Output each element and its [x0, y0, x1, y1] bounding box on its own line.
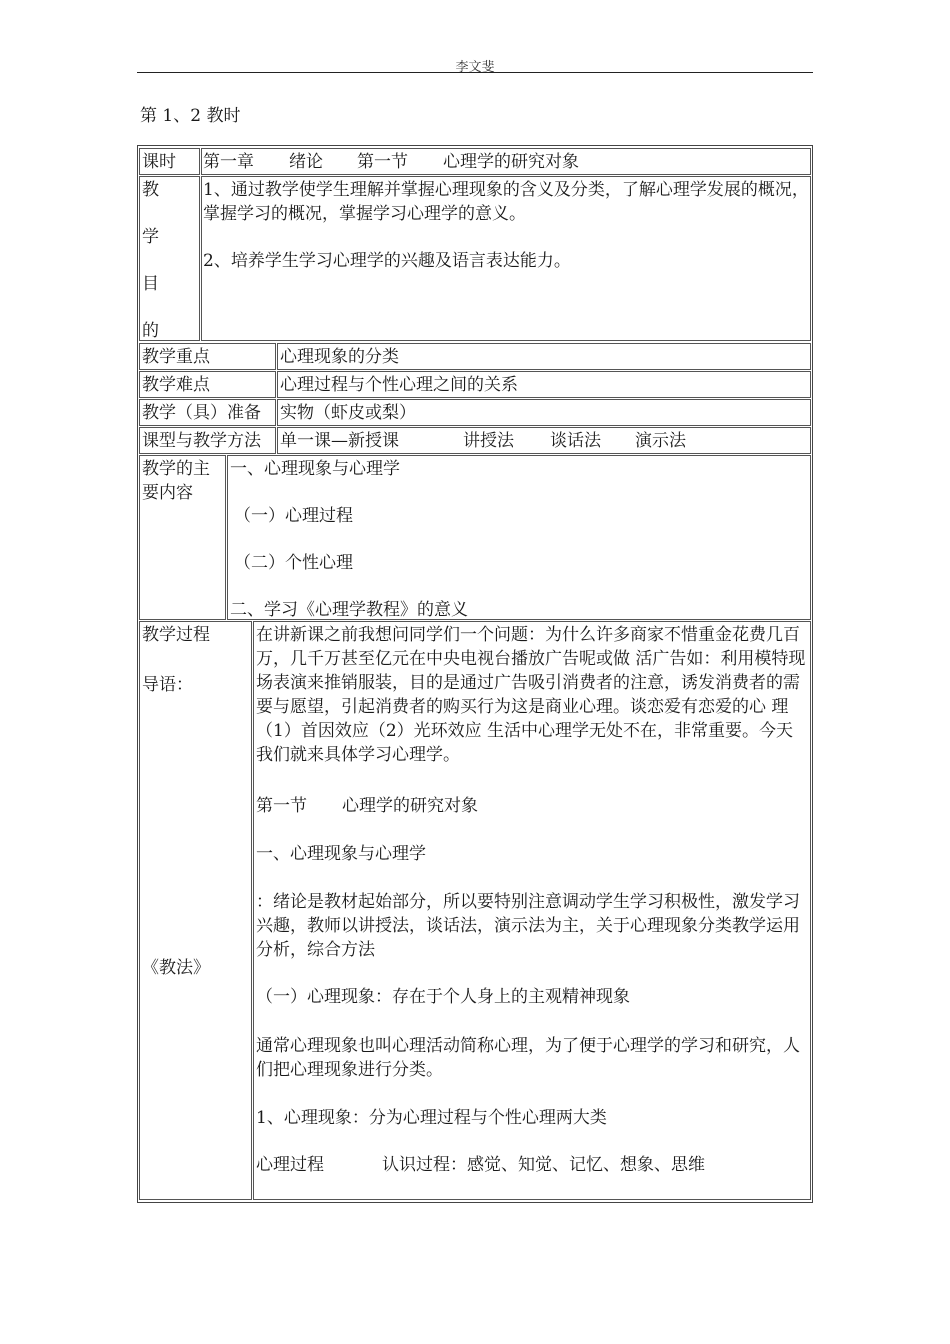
method-discussion: 谈话法: [550, 431, 601, 451]
section-number: 第一节: [256, 796, 307, 816]
process-sub-value: 认识过程：感觉、知觉、记忆、想象、思维: [382, 1155, 705, 1175]
lesson-type: 单一课—新授课: [280, 431, 399, 451]
key-point-label-cell: [139, 343, 276, 370]
header-rule: [137, 72, 813, 73]
objective-item-1: 1、通过教学使学生理解并掌握心理现象的含义及分类，了解心理学发展的概况，掌握学习的概况，掌握学习心理学的意义。: [203, 180, 809, 224]
objectives-label-char-2: 学: [142, 227, 159, 247]
objective-item-2: 2、培养学生学习心理学的兴趣及语言表达能力。: [203, 251, 571, 271]
lesson-chapter: 第一章: [203, 152, 254, 172]
content-label-cell: [139, 455, 226, 620]
preparation-label-cell: [139, 399, 276, 426]
lesson-section: 第一节: [357, 152, 408, 172]
lesson-label: 课时: [142, 152, 176, 172]
key-point-label: 教学重点: [142, 347, 210, 367]
process-label: 教学过程: [142, 625, 210, 645]
preparation-value-cell: [277, 399, 811, 426]
content-item-2: （一）心理过程: [234, 506, 353, 526]
difficulty-label: 教学难点: [142, 375, 210, 395]
content-item-3: （二）个性心理: [234, 553, 353, 573]
heading-psych-phenomena: 一、心理现象与心理学: [256, 844, 426, 864]
lesson-value-cell: [201, 148, 811, 175]
content-label-line2: 要内容: [142, 483, 193, 503]
method-demo: 演示法: [635, 431, 686, 451]
objectives-value-cell: [201, 176, 811, 341]
section-title: 心理学的研究对象: [342, 796, 478, 816]
teaching-note: ：绪论是教材起始部分，所以要特别注意调动学生学习积极性，激发学习兴趣，教师以讲授法，谈话法，演示法为主，关于心理现象分类教学运用分析，综合方法: [256, 892, 800, 960]
lesson-label-cell: [139, 148, 200, 175]
classification-paragraph: 通常心理现象也叫心理活动简称心理，为了便于心理学的学习和研究，人们把心理现象进行分类。: [256, 1036, 800, 1080]
method-label: 课型与教学方法: [142, 431, 261, 451]
process-label-cell: [139, 621, 252, 1200]
content-label-line1: 教学的主: [142, 459, 210, 479]
process-value-cell: [253, 621, 811, 1200]
objectives-label-char-4: 的: [142, 321, 159, 341]
method-lecture: 讲授法: [463, 431, 514, 451]
content-item-1: 一、心理现象与心理学: [230, 459, 400, 479]
content-value-cell: [227, 455, 811, 620]
key-point-value-cell: [277, 343, 811, 370]
objectives-label-cell: [139, 176, 200, 341]
intro-label: 导语：: [142, 675, 193, 695]
method-label-cell: [139, 427, 276, 454]
content-item-4: 二、学习《心理学教程》的意义: [230, 600, 468, 620]
intro-paragraph: 在讲新课之前我想问同学们一个问题：为什么许多商家不惜重金花费几百万，几千万甚至亿元在中央电视台播放广告呢或做 活广告如：利用模特现场表演来推销服装，目的是通过广告吸引消费者的注意，诱发消费者的需要与愿望，引起消费者的购买行为这是商业心理。谈恋爱有恋爱的心 理（1）首因效应（2）光环效应 生活中心理学无处不在，非常重要。今天我们就来具体学习心理学。: [256, 625, 806, 765]
period-title: 第 1、2 教时: [140, 106, 241, 126]
preparation-value: 实物（虾皮或梨）: [280, 403, 416, 423]
lesson-section-title: 心理学的研究对象: [443, 152, 579, 172]
preparation-label: 教学（具）准备: [142, 403, 261, 423]
difficulty-value: 心理过程与个性心理之间的关系: [280, 375, 518, 395]
key-point-value: 心理现象的分类: [280, 347, 399, 367]
difficulty-label-cell: [139, 371, 276, 398]
difficulty-value-cell: [277, 371, 811, 398]
header-author: 李文斐: [455, 60, 495, 75]
process-sub-label: 心理过程: [256, 1155, 324, 1175]
lesson-topic: 绪论: [289, 152, 323, 172]
method-label-side: 《教法》: [142, 958, 210, 978]
definition-line: （一）心理现象：存在于个人身上的主观精神现象: [256, 987, 630, 1007]
method-value-cell: [277, 427, 811, 454]
classification-heading: 1、心理现象：分为心理过程与个性心理两大类: [256, 1108, 607, 1128]
objectives-label-char-1: 教: [142, 180, 159, 200]
objectives-label-char-3: 目: [142, 274, 159, 294]
